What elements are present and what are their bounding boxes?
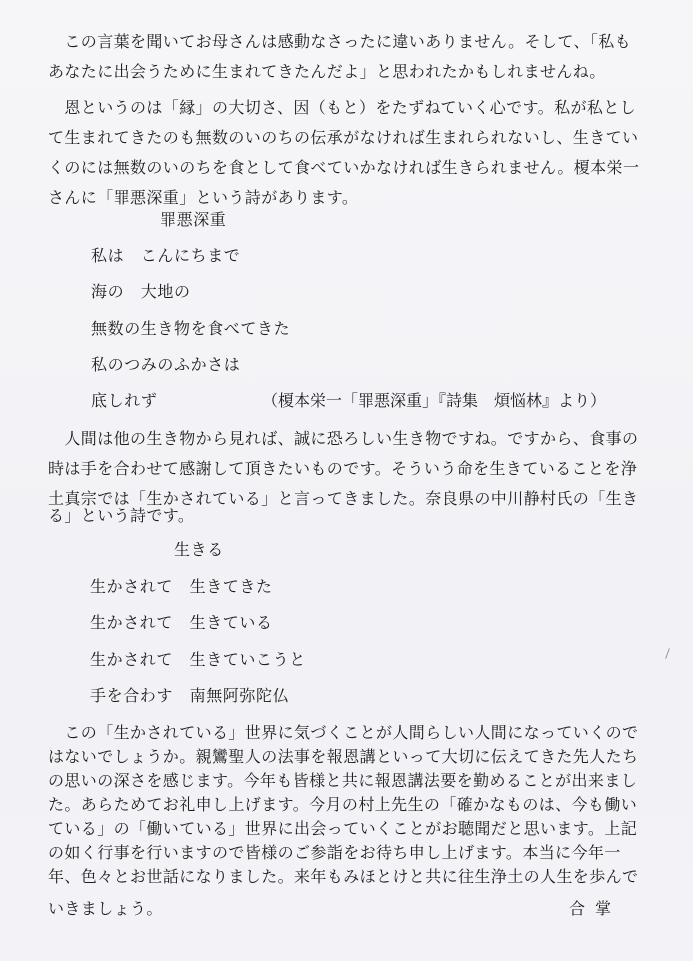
paragraph-4-line-8: いきましょう。 [48, 899, 163, 918]
poem-2-line-1: 生かされて 生きてきた [90, 577, 273, 596]
poem-1-line-2: 海の 大地の [91, 282, 191, 301]
paragraph-4-line-6: の如く行事を行いますので皆様のご参詣をお待ち申し上げます。本当に今年一 [48, 843, 621, 862]
poem-1-source: （榎本栄一「罪悪深重」『詩集 煩悩林』より） [262, 391, 607, 410]
paragraph-4-line-3: の思いの深さを感じます。今年も皆様と共に報恩講法要を勤めることが出来まし [48, 771, 638, 790]
poem-2-title: 生きる [174, 540, 224, 559]
paragraph-1-line-2: あなたに出会うために生まれてきたんだよ」と思われたかもしれませんね。 [48, 62, 606, 81]
paragraph-4-line-2: はないでしょうか。親鸞聖人の法事を報恩講といって大切に伝えてきた先人たち [48, 747, 639, 766]
poem-1-line-5: 底しれず [91, 391, 158, 410]
paragraph-4-line-4: た。あらためてお礼申し上げます。今月の村上先生の「確かなものは、今も働い [48, 795, 638, 814]
poem-1-line-1: 私は こんにちまで [91, 246, 241, 265]
paragraph-3-line-2: 時は手を合わせて感謝して頂きたいものです。そういう命を生きていることを浄 [48, 459, 638, 478]
paragraph-2-line-1: 恩というのは「縁」の大切さ、因（もと）をたずねていく心です。私が私とし [48, 98, 637, 117]
paragraph-4-line-7: 年、色々とお世話になりました。来年もみほとけと共に往生浄土の人生を歩んで [48, 867, 639, 886]
paragraph-2-line-2: て生まれてきたのも無数のいのちの伝承がなければ生まれられないし、生きてい [48, 128, 639, 147]
paragraph-4-line-1: この「生かされている」世界に気づくことが人間らしい人間になっていくので [48, 723, 639, 742]
closing-gassho: 合掌 [569, 899, 622, 918]
scan-speck [665, 648, 670, 659]
paragraph-3-line-1: 人間は他の生き物から見れば、誠に恐ろしい生き物ですね。ですから、食事の [48, 429, 639, 448]
poem-2-line-2: 生かされて 生きている [90, 613, 273, 632]
paragraph-2-line-4: さんに「罪悪深重」という詩があります。 [48, 188, 359, 207]
poem-2-line-4: 手を合わす 南無阿弥陀仏 [90, 686, 290, 705]
paragraph-3-line-4: る」という詩です。 [48, 506, 195, 525]
paragraph-3-line-3: 土真宗では「生かされている」と言ってきました。奈良県の中川静村氏の「生き [48, 489, 639, 508]
poem-1-line-3: 無数の生き物を食べてきた [91, 319, 291, 338]
paragraph-2-line-3: くのには無数のいのちを食として食べていかなければ生きられません。榎本栄一 [48, 158, 640, 177]
poem-1-title: 罪悪深重 [160, 210, 227, 229]
poem-1-line-4: 私のつみのふかさは [91, 355, 241, 374]
poem-2-line-3: 生かされて 生きていこうと [90, 650, 306, 669]
paragraph-4-line-5: ている」の「働いている」世界に出会っていくことがお聴聞だと思います。上記 [48, 819, 638, 838]
paragraph-1-line-1: この言葉を聞いてお母さんは感動なさったに違いありません。そして、「私も [48, 32, 632, 51]
